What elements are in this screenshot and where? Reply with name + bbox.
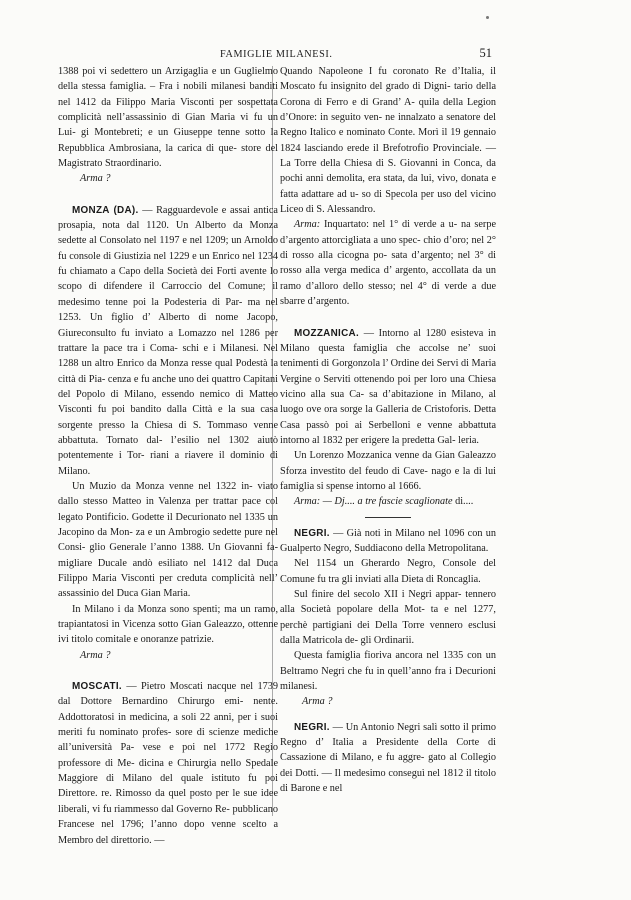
negri-heading-1: NEGRI. <box>294 527 330 539</box>
moscati-entry: MOSCATI. — Pietro Moscati nacque nel 1739 dal Dottore Bernardino Chirurgo emi- nente. Addottoratosi in medicina, a soli 22 anni, per i suoi meriti fu nominato profes- sore di scienze mediche all’università Pa- vese e poi nel 1772 Regio professore di Me- dicina e Chirurgia nello Spedale Maggiore di Milano del quale istituto fu poi Direttore. re. Rimosso da quel posto per le sue idee liberali, vi fu riammesso dal Governo Re- pubblicano Francese nel 1796; l’anno dopo venne scelto a Membro del direttorio. — <box>58 681 279 846</box>
spacer <box>58 187 278 203</box>
mozzanica-heading: MOZZANICA. <box>294 327 359 339</box>
moscati-heading: MOSCATI. <box>72 681 122 693</box>
negri-paragraph-3: Sul finire del secolo XII i Negri appar- tennero alla Società popolare della Mot- ta e nel 1277, perchè partigiani dei Della Torre vennero esclusi dalla Matricola de- gli Ordinarii. <box>280 589 497 647</box>
monza-paragraph-3: In Milano i da Monza sono spenti; ma un ramo, trapiantatosi in Vicenza sotto Gian Galeazzo, ottenne ivi titolo comitale e onoranze patrizie. <box>58 603 279 646</box>
mozzanica-paragraph-2: Un Lorenzo Mozzanica venne da Gian Galeazzo Sforza investito del feudo di Cave- nago e la di lui famiglia si spense intorno al 1666. <box>280 450 496 492</box>
intro-paragraph: 1388 poi vi sedettero un Arzigaglia e un Guglielmo della stessa famiglia. – Fra i nobili milanesi banditi nel 1412 da Filippo Maria Visconti per sospettata complicità nell’assassinio di Gian Maria vi fu un Lui- gi Montebreti; e un Giuseppe tenne sotto la Repubblica Ambrosiana, la carica di que- store del Magistrato Straordinario. <box>58 66 279 170</box>
moscati-arma: Arma: Inquartato: nel 1° di verde a u- na serpe d’argento attorcigliata a uno spec- chio d’oro; nel 2° di rosso alla cicogna po- sata d’argento; nel 3° di rosso alla verga medica d’ argento, accollata da un ramo d’alloro dello stesso; nel 4° di verde a due sbarre d’argento. <box>280 219 497 308</box>
moscati-arma-label: Arma: <box>294 219 321 231</box>
page-number: 51 <box>479 46 492 60</box>
negri-entry-1: NEGRI. — Già noti in Milano nel 1096 con un Gualperto Negro, Suddiacono della Metropolitana. <box>280 527 496 554</box>
negri-heading-2: NEGRI. <box>294 721 330 733</box>
left-column <box>58 64 278 848</box>
mozzanica-arma: Arma: — Dj.... a tre fascie scaglionate di.... <box>294 496 474 508</box>
spacer <box>280 310 496 326</box>
page-header <box>60 46 492 66</box>
print-speck <box>486 16 489 19</box>
negri-paragraph-4: Questa famiglia fioriva ancora nel 1335 con un Beltramo Negri che fu in quell’anno fra i Decurioni milanesi. <box>280 650 496 693</box>
running-title: FAMIGLIE MILANESI. <box>220 49 333 60</box>
negri-entry-2: NEGRI. — Un Antonio Negri salì sotto il primo Regno d’ Italia a Presidente della Corte di Cassazione di Milano, e fu aggre- gato al Collegio dei Dotti. — Il medesimo conseguì nel 1812 il titolo di Barone e nel <box>280 721 497 795</box>
monza-arma: Arma ? <box>80 649 111 661</box>
right-column <box>280 64 496 796</box>
negri-paragraph-2: Nel 1154 un Gherardo Negro, Console del Comune fu tra gli inviati alla Dieta di Roncaglia. <box>280 558 497 585</box>
monza-paragraph-2: Un Muzio da Monza venne nel 1322 in- viato dallo stesso Matteo in Valenza per trattar pace col legato Pontificio. Godette il Decurionato nel 1335 un Jacopino da Mon- za e un Ambrogio sedette pure nel Consi- glio Generale l’anno 1388. Un Giovanni fa- migliare Ducale andò esiliato nel 1412 dal Duca Filippo Maria Visconti per creduta complicità nell’ assassinio del Duca Gian Maria. <box>58 480 279 600</box>
section-separator <box>365 517 411 518</box>
negri-arma: Arma ? <box>302 696 333 708</box>
monza-heading: MONZA (DA). <box>72 204 139 216</box>
mozzanica-entry: MOZZANICA. — Intorno al 1280 esisteva in Milano questa famiglia che accolse ne’ suoi tenimenti di Gorgonzola l’ Ordine dei Servi di Maria Vergine o Serviti ottenendo poi per loro una Chiesa vicino alla sua Ca- sa d’abitazione in Milano, al luogo ove ora sorge la Galleria de Cristoforis. Detta Casa passò poi ai Serbelloni e venne abbattuta intorno al 1832 per erigere la predetta Gal- leria. <box>280 327 497 446</box>
mozzanica-arma-label: Arma: <box>294 496 321 508</box>
intro-arma: Arma ? <box>80 173 111 185</box>
moscati-continuation: Quando Napoleone I fu coronato Re d’Italia, il Moscato fu insignito del grado di Digni- tario della Corona di Ferro e di Grand’ A- quila della Legion d’Onore: in seguito ven- ne innalzato a senatore del Regno Italico e nominato Conte. Morì il 19 gennaio 1824 lasciando erede il Brefotrofio Provinciale. — La Torre della Chiesa di S. Giovanni in Conca, da pochi anni demolita, era stata, da lui, vivo, donata e fatta adattare ad u- so di Specola per uso del vicino Liceo di S. Alessandro. <box>280 66 497 216</box>
monza-entry: MONZA (DA). — Ragguardevole e assai antica prosapia, nota dal 1120. Un Alberto da Monza sedette al Consolato nel 1197 e nel 1209; un Arnoldo fu console di Giustizia nel 1229 e un Enrico nel 1234 fu chiamato a Capo della Società dei Forti avente lo scopo di difendere il Carroccio del Comune; il medesimo tenne poi la Podesteria di Par- ma nel 1253. Un figlio d’ Alberto di nome Jacopo, Giureconsulto fu inviato a Lomazzo nel 1286 per trattare la pace tra i Coma- schi e i Milanesi. Nel 1288 un altro Enrico da Monza resse qual Podestà la città di Pia- cenza e fu anche uno dei quattro Capitani del Popolo di Milano, essendo nemico di Matteo Visconti fu poi bandito dalla Città e la sua casa sorgente presso la Chiesa di S. Tommaso venne abbattuta. Tornato dal- l’esilio nel 1302 aiutò potentemente i Tor- riani a riavere il dominio di Milano. <box>58 204 279 477</box>
spacer <box>280 710 496 720</box>
spacer <box>58 663 278 679</box>
